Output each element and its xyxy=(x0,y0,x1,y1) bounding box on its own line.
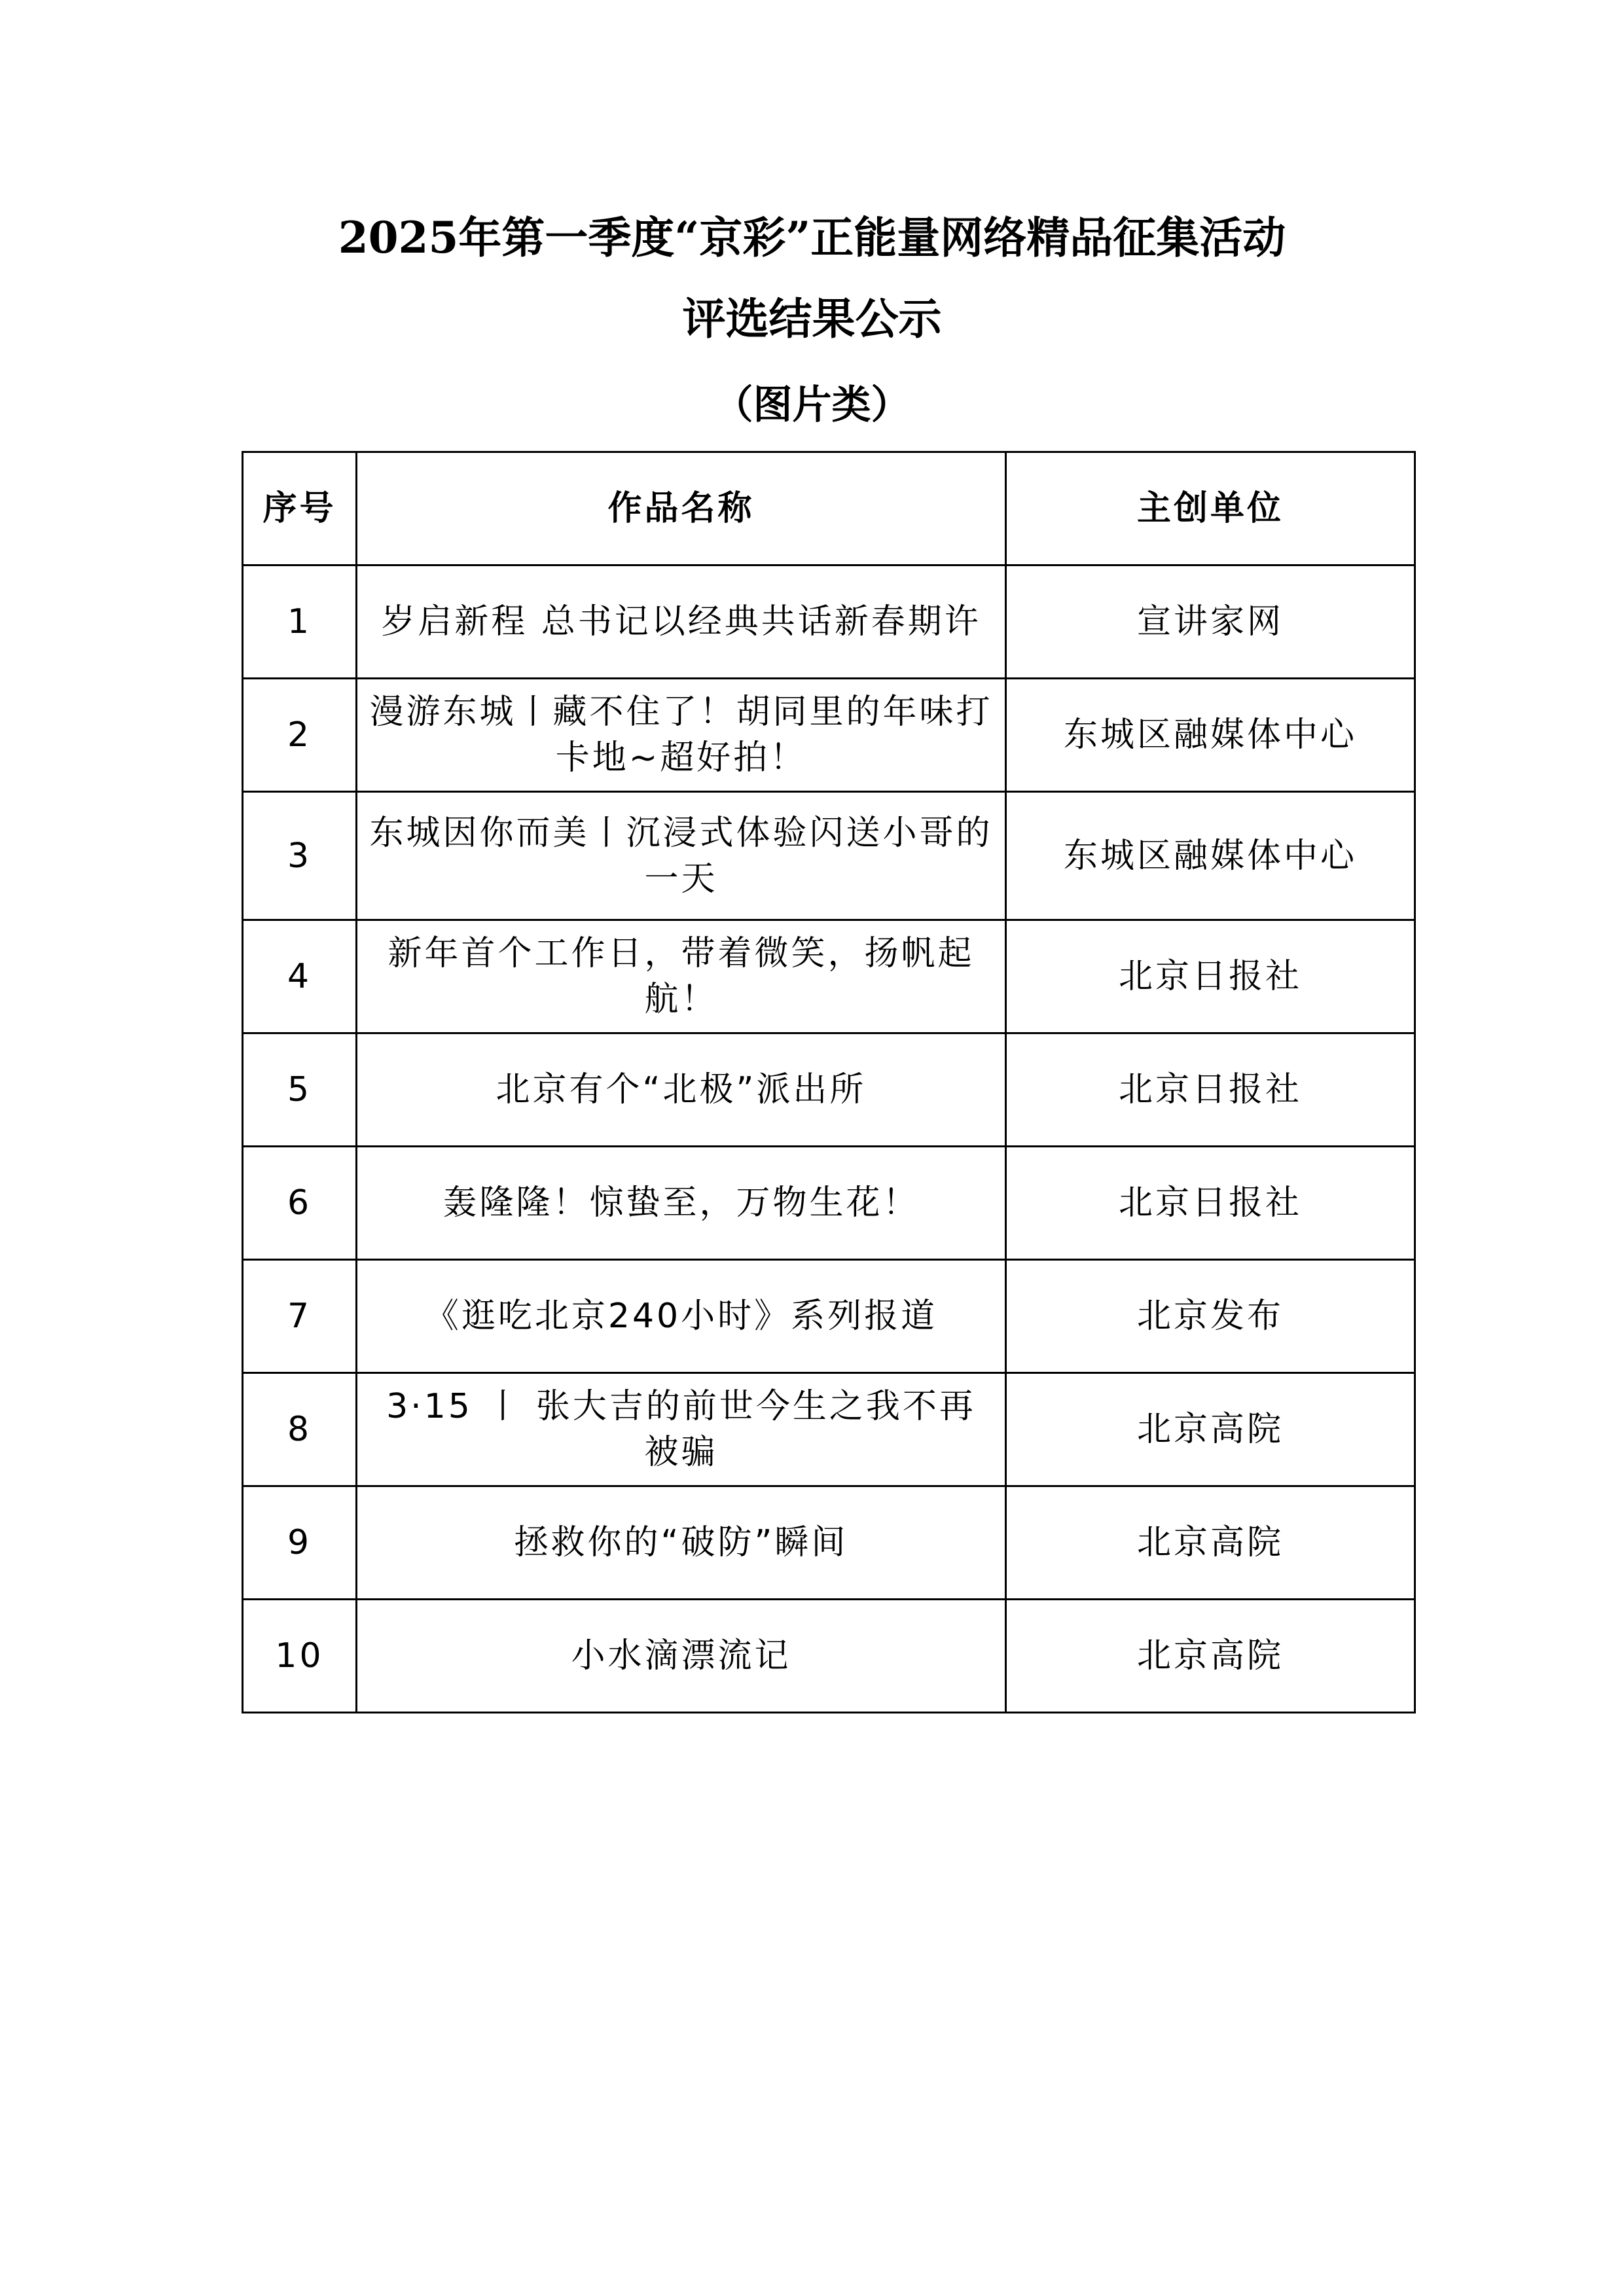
cell-unit: 北京日报社 xyxy=(1006,1033,1415,1147)
cell-title: 新年首个工作日，带着微笑，扬帆起航！ xyxy=(357,920,1006,1033)
header-unit: 主创单位 xyxy=(1006,452,1415,565)
cell-no: 9 xyxy=(243,1486,357,1600)
header-no: 序号 xyxy=(243,452,357,565)
header-title: 作品名称 xyxy=(357,452,1006,565)
table-row xyxy=(243,1373,1415,1486)
cell-unit: 北京高院 xyxy=(1006,1600,1415,1713)
table-row xyxy=(243,1260,1415,1373)
table-row xyxy=(243,920,1415,1033)
cell-no: 2 xyxy=(243,679,357,792)
cell-no: 5 xyxy=(243,1033,357,1147)
document-title-line1: 2025年第一季度“京彩”正能量网络精品征集活动 xyxy=(338,212,1286,263)
cell-unit: 北京高院 xyxy=(1006,1373,1415,1486)
cell-no: 3 xyxy=(243,792,357,920)
cell-unit: 北京高院 xyxy=(1006,1486,1415,1600)
cell-title: 北京有个“北极”派出所 xyxy=(357,1033,1006,1147)
table-row xyxy=(243,1600,1415,1713)
cell-unit: 东城区融媒体中心 xyxy=(1006,679,1415,792)
table-header-row xyxy=(243,452,1415,565)
table-row xyxy=(243,1147,1415,1260)
table-row xyxy=(243,792,1415,920)
cell-no: 10 xyxy=(243,1600,357,1713)
cell-unit: 北京日报社 xyxy=(1006,1147,1415,1260)
cell-no: 7 xyxy=(243,1260,357,1373)
table-row xyxy=(243,679,1415,792)
cell-title: 岁启新程 总书记以经典共话新春期许 xyxy=(357,565,1006,679)
cell-unit: 宣讲家网 xyxy=(1006,565,1415,679)
cell-title: 拯救你的“破防”瞬间 xyxy=(357,1486,1006,1600)
table-row xyxy=(243,1486,1415,1600)
cell-title: 漫游东城丨藏不住了！胡同里的年味打卡地~超好拍！ xyxy=(357,679,1006,792)
cell-unit: 北京发布 xyxy=(1006,1260,1415,1373)
cell-no: 1 xyxy=(243,565,357,679)
cell-title: 3·15 丨 张大吉的前世今生之我不再被骗 xyxy=(357,1373,1006,1486)
table-row xyxy=(243,565,1415,679)
cell-no: 6 xyxy=(243,1147,357,1260)
cell-no: 4 xyxy=(243,920,357,1033)
cell-no: 8 xyxy=(243,1373,357,1486)
cell-title: 东城因你而美丨沉浸式体验闪送小哥的一天 xyxy=(357,792,1006,920)
cell-title: 轰隆隆！惊蛰至，万物生花！ xyxy=(357,1147,1006,1260)
cell-unit: 北京日报社 xyxy=(1006,920,1415,1033)
document-title-line2: 评选结果公示 xyxy=(682,293,942,344)
results-table xyxy=(242,451,1416,1713)
cell-title: 《逛吃北京240小时》系列报道 xyxy=(357,1260,1006,1373)
cell-title: 小水滴漂流记 xyxy=(357,1600,1006,1713)
table-row xyxy=(243,1033,1415,1147)
category-subtitle: （图片类） xyxy=(713,382,911,428)
cell-unit: 东城区融媒体中心 xyxy=(1006,792,1415,920)
